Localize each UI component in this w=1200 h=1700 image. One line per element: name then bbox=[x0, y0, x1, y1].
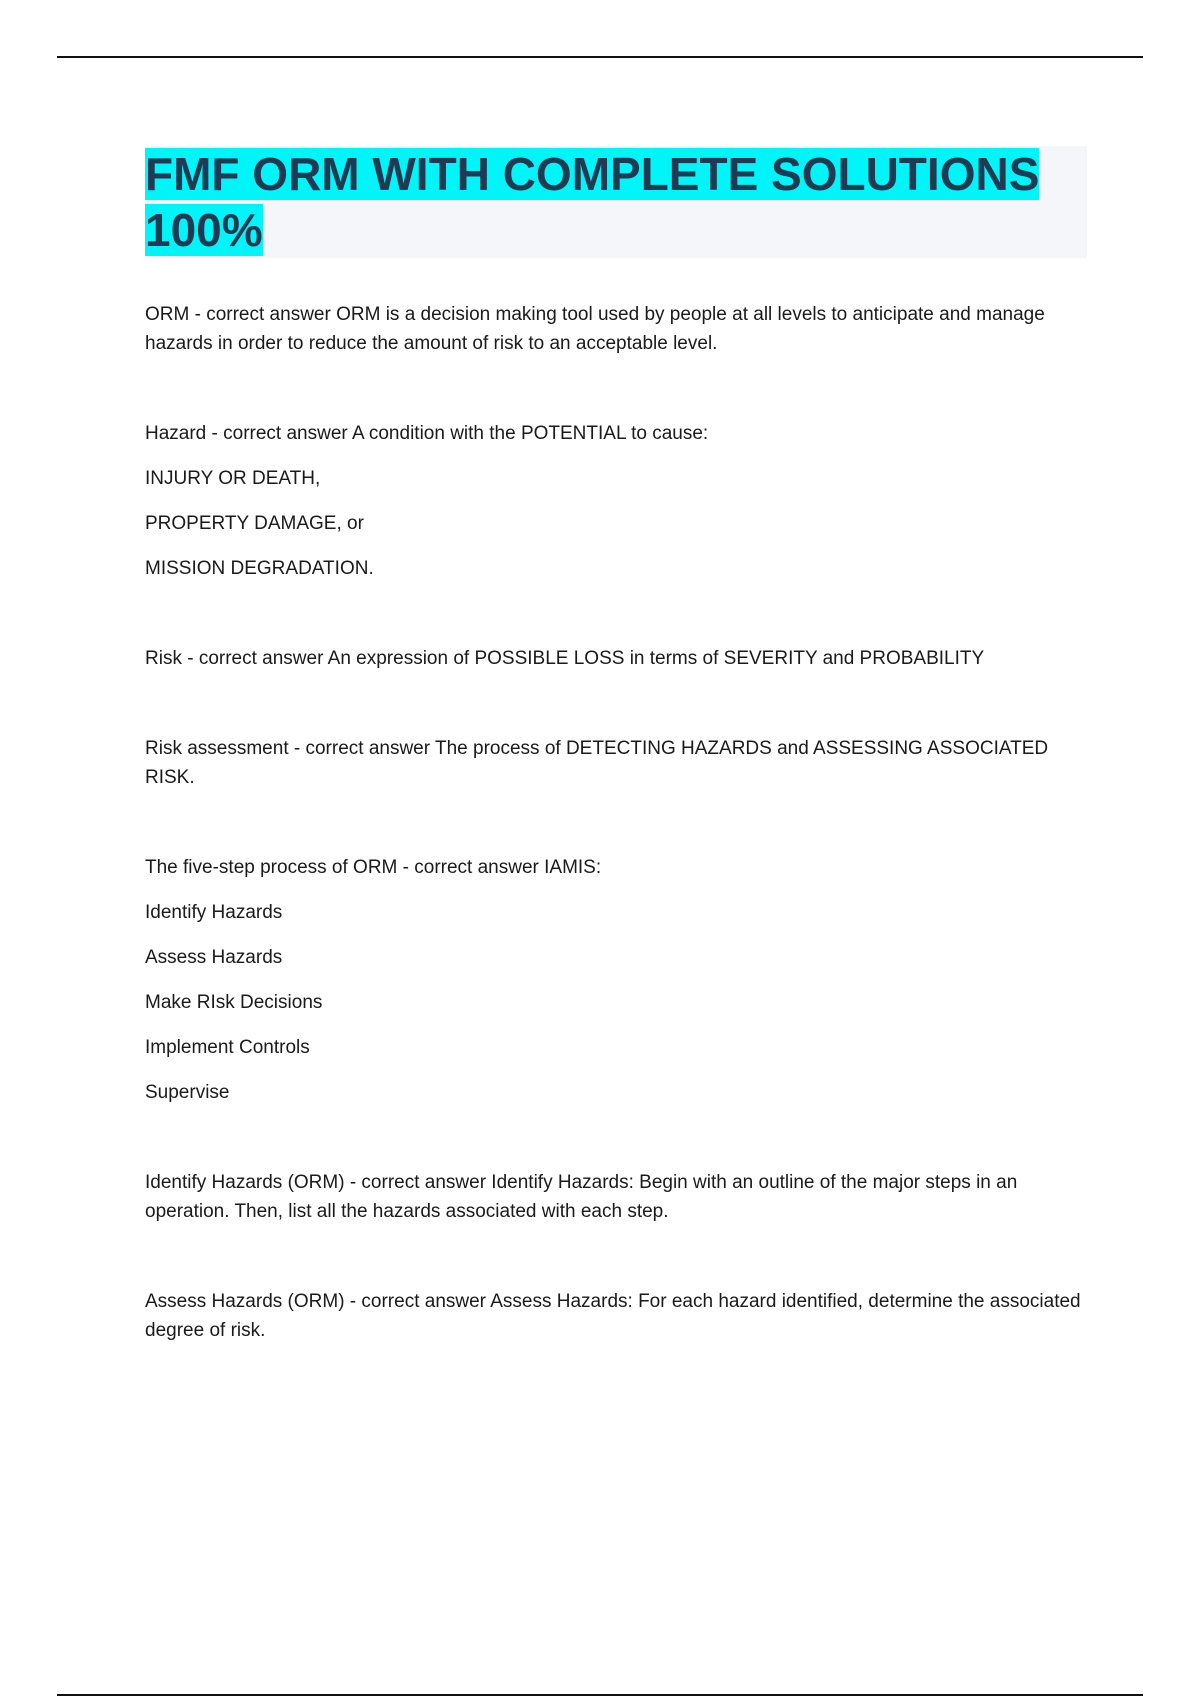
entry-item: Identify Hazards bbox=[145, 902, 283, 923]
entry-five-step-process bbox=[145, 853, 1095, 1107]
entry-hazard bbox=[145, 419, 1095, 583]
top-rule bbox=[57, 56, 1143, 58]
entry-item: Supervise bbox=[145, 1082, 230, 1103]
document-title bbox=[145, 146, 1087, 258]
bottom-rule bbox=[57, 1694, 1143, 1696]
entry-orm bbox=[145, 300, 1095, 358]
entry-text: ORM - correct answer ORM is a decision making tool used by people at all levels to anticipate and manage hazards in order to reduce the amount of risk to an acceptable level. bbox=[145, 304, 1045, 354]
entry-text: The five-step process of ORM - correct answer IAMIS: bbox=[145, 857, 602, 878]
entry-item: MISSION DEGRADATION. bbox=[145, 558, 374, 579]
entry-text: Assess Hazards (ORM) - correct answer Assess Hazards: For each hazard identified, determine the associated degree of risk. bbox=[145, 1291, 1081, 1341]
entry-identify-hazards bbox=[145, 1168, 1095, 1226]
title-highlight: FMF ORM WITH COMPLETE SOLUTIONS 100% bbox=[145, 148, 1040, 256]
entry-text: Risk - correct answer An expression of POSSIBLE LOSS in terms of SEVERITY and PROBABILITY bbox=[145, 648, 985, 669]
document-body bbox=[145, 300, 1095, 1406]
entry-item: Make RIsk Decisions bbox=[145, 992, 323, 1013]
entry-item: Assess Hazards bbox=[145, 947, 283, 968]
entry-assess-hazards bbox=[145, 1287, 1095, 1345]
entry-text: Risk assessment - correct answer The process of DETECTING HAZARDS and ASSESSING ASSOCIATED RISK. bbox=[145, 738, 1049, 788]
entry-risk-assessment bbox=[145, 734, 1095, 792]
entry-item: PROPERTY DAMAGE, or bbox=[145, 513, 364, 534]
entry-item: INJURY OR DEATH, bbox=[145, 468, 321, 489]
title-block bbox=[145, 146, 1087, 258]
entry-text: Hazard - correct answer A condition with the POTENTIAL to cause: bbox=[145, 423, 709, 444]
entry-text: Identify Hazards (ORM) - correct answer Identify Hazards: Begin with an outline of the major steps in an operation. Then, list all the hazards associated with each step. bbox=[145, 1172, 1018, 1222]
entry-risk bbox=[145, 644, 1095, 673]
entry-item: Implement Controls bbox=[145, 1037, 310, 1058]
